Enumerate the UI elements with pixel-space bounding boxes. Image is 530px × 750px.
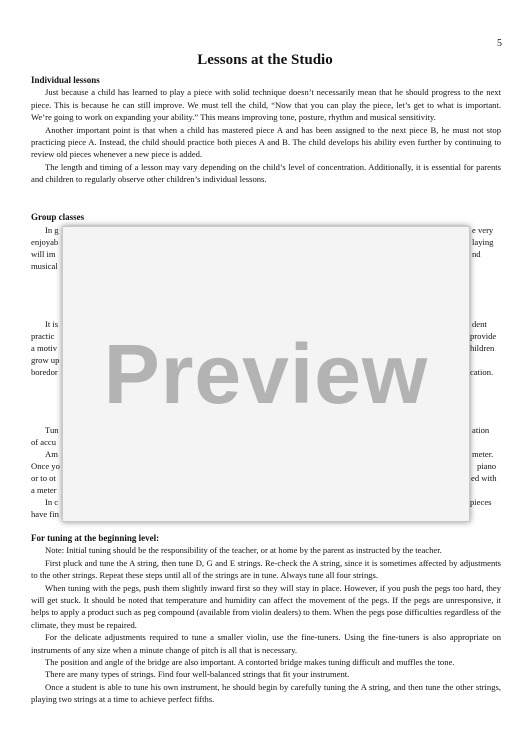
group-text-fragment: enjoyab <box>31 237 59 247</box>
group-text-fragment: hildren <box>470 343 495 353</box>
group-text-fragment: laying <box>472 237 494 247</box>
group-text-fragment: In c <box>45 497 59 507</box>
group-text-fragment: of accu <box>31 437 57 447</box>
group-text-fragment: will im <box>31 249 56 259</box>
group-text-fragment: grow up <box>31 355 60 365</box>
group-text-fragment: have fin <box>31 509 59 519</box>
tuning-paragraph: The position and angle of the bridge are also important. A contorted bridge makes tuning difficult and muffles the tone. <box>45 657 455 668</box>
tuning-paragraph: Note: Initial tuning should be the responsibility of the teacher, or at home by the parent as instructed by the teacher. <box>45 545 442 556</box>
page-title: Lessons at the Studio <box>197 52 333 68</box>
group-text-fragment: It is <box>45 319 59 329</box>
group-text-fragment: boredor <box>31 367 58 377</box>
tuning-paragraph: Once a student is able to tune his own instrument, he should begin by carefully tuning the A string, and then tune the other strings, playing two strings at a time to achieve perfect fifths. <box>31 681 501 705</box>
group-text-fragment: nd <box>472 249 481 259</box>
group-text-fragment: Tun <box>45 425 59 435</box>
group-text-fragment: cation. <box>470 367 494 377</box>
group-text-fragment: or to ot <box>31 473 56 483</box>
tuning-section <box>31 532 501 706</box>
group-text-fragment: e very <box>472 225 494 235</box>
tuning-paragraph: There are many types of strings. Find four well-balanced strings that fit your instrument. <box>45 669 350 680</box>
group-text-fragment: a motiv <box>31 343 58 353</box>
tuning-paragraph: For the delicate adjustments required to tune a smaller violin, use the fine-tuners. Using the fine-tuners is also appropriate on instruments of any size when a minute change of pitch is all that is necessary. <box>31 632 501 655</box>
group-classes-heading: Group classes <box>31 212 85 222</box>
preview-overlay <box>62 226 470 522</box>
group-text-fragment: ed with <box>471 473 497 483</box>
individual-lessons-section <box>31 74 501 186</box>
group-text-fragment: meter. <box>472 449 494 459</box>
preview-watermark: Preview <box>103 326 429 421</box>
group-text-fragment: Am <box>45 449 58 459</box>
individual-lessons-paragraph: Just because a child has learned to play a piece with solid technique doesn’t necessarily mean that he should progress to the next piece. This is because he can still improve. We must tell the child, “Now that you can play the piece, let’s get to what is important. We’re going to work on expanding your ability.” This means improving tone, posture, rhythm and musical sensitivity. <box>31 87 501 123</box>
group-text-fragment: pieces <box>470 497 492 507</box>
tuning-paragraph: First pluck and tune the A string, then tune D, G and E strings. Re-check the A string, since it is sometimes affected by adjustments to the other strings. Repeat these steps until all of the strings are in tune. Always tune all four strings. <box>31 557 501 581</box>
individual-lessons-heading: Individual lessons <box>31 75 100 85</box>
group-text-fragment: dent <box>472 319 487 329</box>
group-text-fragment: musical <box>31 261 58 271</box>
group-text-fragment: provide <box>470 331 497 341</box>
group-text-fragment: In g <box>45 225 59 235</box>
group-text-fragment: piano <box>477 461 497 471</box>
individual-lessons-paragraph: Another important point is that when a child has mastered piece A and has been assigned to the next piece B, he must not stop practicing piece A. Instead, the child should practice both pieces A and B. The child develops his ability even further by continuing to review old pieces whenever a new piece is added. <box>31 124 501 160</box>
tuning-heading: For tuning at the beginning level: <box>31 533 160 543</box>
group-text-fragment: Once yo <box>31 461 60 471</box>
group-text-fragment: ation <box>472 425 490 435</box>
tuning-paragraph: When tuning with the pegs, push them slightly inward first so they will stay in place. However, if you push the pegs too hard, they will get stuck. It should be noted that temperature and humidity can affect the movement of the pegs. If the pegs are unresponsive, it helps to apply a product such as peg compound (available from violin dealers) to them. When the pegs pose difficulties regardless of the climate, they must be repaired. <box>31 582 501 630</box>
group-text-fragment: a meter <box>31 485 57 495</box>
group-text-fragment: practic <box>31 331 55 341</box>
page-number: 5 <box>497 38 502 49</box>
individual-lessons-paragraph: The length and timing of a lesson may vary depending on the child’s level of concentration. Additionally, it is essential for parents and children to regularly observe other children’s individual lessons. <box>31 161 501 185</box>
